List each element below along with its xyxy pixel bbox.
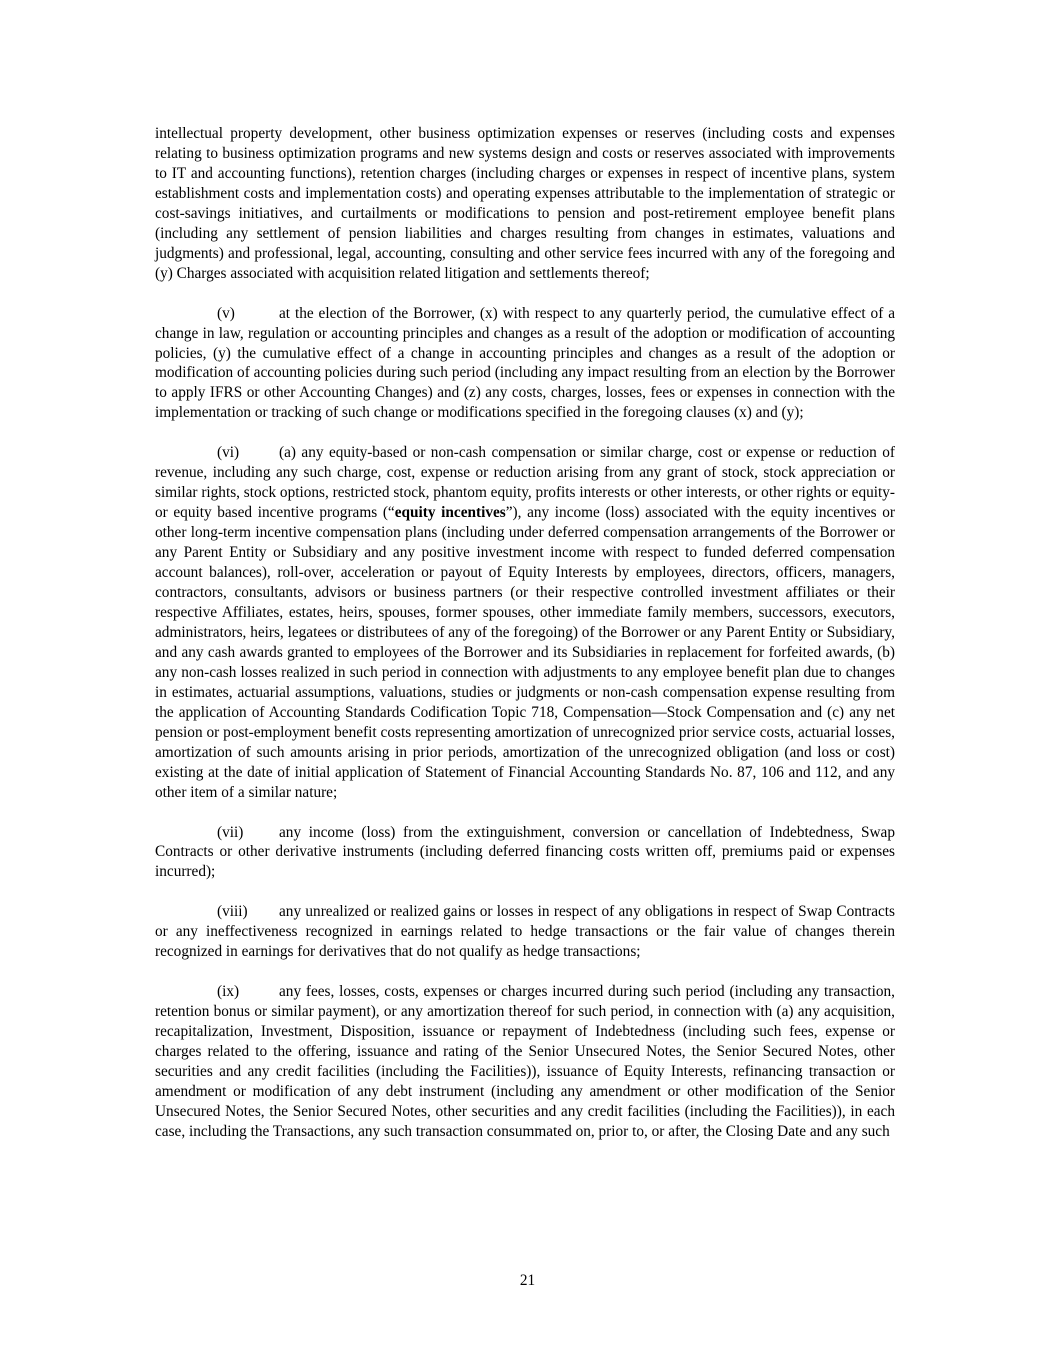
- clause-number: (vi): [217, 444, 240, 462]
- clause-text: at the election of the Borrower, (x) with respect to any quarterly period, the cumulative effect of a change in law, regulation or accounting principles and changes as a result of the adoption or modification of accounting policies, (y) the cumulative effect of a change in accounting principles and changes as a result of the adoption or modification of accounting policies during such period (including any impact resulting from an election by the Borrower to apply IFRS or other Accounting Changes) and (z) any costs, charges, losses, fees or expenses in connection with the implementation or tracking of such change or modifications specified in the foregoing clauses (x) and (y);: [155, 304, 895, 422]
- clause-number: (ix): [217, 983, 240, 1001]
- clause-vi: [155, 443, 895, 802]
- clause-text: any fees, losses, costs, expenses or charges incurred during such period (including any transaction, retention bonus or similar payment), or any amortization thereof for such period, in connection with (a) any acquisition, recapitalization, Investment, Disposition, issuance or repayment of Indebtedness (including such fees, expense or charges related to the offering, issuance and rating of the Senior Unsecured Notes, the Senior Secured Notes, other securities and any credit facilities (including the Facilities)), issuance of Equity Interests, refinancing transaction or amendment or modification of any debt instrument (including any amendment or other modification of the Senior Unsecured Notes, the Senior Secured Notes, other securities and any credit facilities (including the Facilities)), in each case, including the Transactions, any such transaction consummated on, prior to, or after, the Closing Date and any such: [155, 983, 895, 1140]
- document-page: [155, 124, 895, 1142]
- clause-text-part-b: ”), any income (loss) associated with the equity incentives or other long-term incentive compensation plans (including under deferred compensation arrangements of the Borrower or any Parent Entity or Subsidiary and any positive investment income with respect to funded deferred compensation account balances), roll-over, acceleration or payout of Equity Interests by employees, directors, officers, managers, contractors, consultants, advisors or business partners (or their respective controlled investment affiliates or their respective Affiliates, estates, heirs, spouses, former spouses, other immediate family members, successors, executors, administrators, heirs, legatees or distributees of any of the foregoing) of the Borrower or any Parent Entity or Subsidiary, and any cash awards granted to employees of the Borrower and its Subsidiaries in replacement for forfeited awards, (b) any non-cash losses realized in such period in connection with adjustments to any employee benefit plan due to changes in estimates, actuarial assumptions, valuations, studies or judgments or non-cash compensation expense resulting from the application of Accounting Standards Codification Topic 718, Compensation—Stock Compensation and (c) any net pension or post-employment benefit costs representing amortization of unrecognized prior service costs, actuarial losses, amortization of such amounts arising in prior periods, amortization of the unrecognized obligation (and loss or cost) existing at the date of initial application of Statement of Financial Accounting Standards No. 87, 106 and 112, and any other item of a similar nature;: [155, 504, 896, 801]
- clause-vii: [155, 823, 895, 883]
- clause-number: (viii): [217, 903, 248, 921]
- clause-number: (vii): [217, 823, 244, 841]
- clause-number: (v): [217, 304, 235, 322]
- clause-v: [155, 304, 895, 424]
- defined-term: equity incentives: [394, 504, 506, 522]
- clause-text-part-a: (a) any equity-based or non-cash compensation or similar charge, cost or expense or reduction of revenue, including any such charge, cost, expense or reduction arising from any grant of stock, stock appreciation or similar rights, stock options, restricted stock, phantom equity, profits interests or other interests, or other rights or equity- or equity based incentive programs (“: [155, 444, 895, 522]
- clause-text: any income (loss) from the extinguishment, conversion or cancellation of Indebtedness, Swap Contracts or other derivative instruments (including deferred financing costs written off, premiums paid or expenses incurred);: [155, 823, 895, 881]
- clause-viii: [155, 902, 895, 962]
- paragraph-continuation: [155, 124, 895, 284]
- page-number: 21: [519, 1272, 536, 1289]
- paragraph-text: intellectual property development, other business optimization expenses or reserves (including costs and expenses relating to business optimization programs and new systems design and costs or reserves associated with improvements to IT and accounting functions), retention charges (including charges or expenses in respect of incentive plans, system establishment costs and implementation costs) and operating expenses attributable to the implementation of strategic or cost-savings initiatives, and curtailments or modifications to pension and post-retirement employee benefit plans (including any settlement of pension liabilities and charges resulting from changes in estimates, valuations and judgments) and professional, legal, accounting, consulting and other service fees incurred with any of the foregoing and (y) Charges associated with acquisition related litigation and settlements thereof;: [155, 125, 895, 282]
- clause-text: any unrealized or realized gains or losses in respect of any obligations in respect of Swap Contracts or any ineffectiveness recognized in earnings related to hedge transactions or the fair value of changes therein recognized in earnings for derivatives that do not qualify as hedge transactions;: [155, 903, 895, 961]
- clause-ix: [155, 982, 895, 1142]
